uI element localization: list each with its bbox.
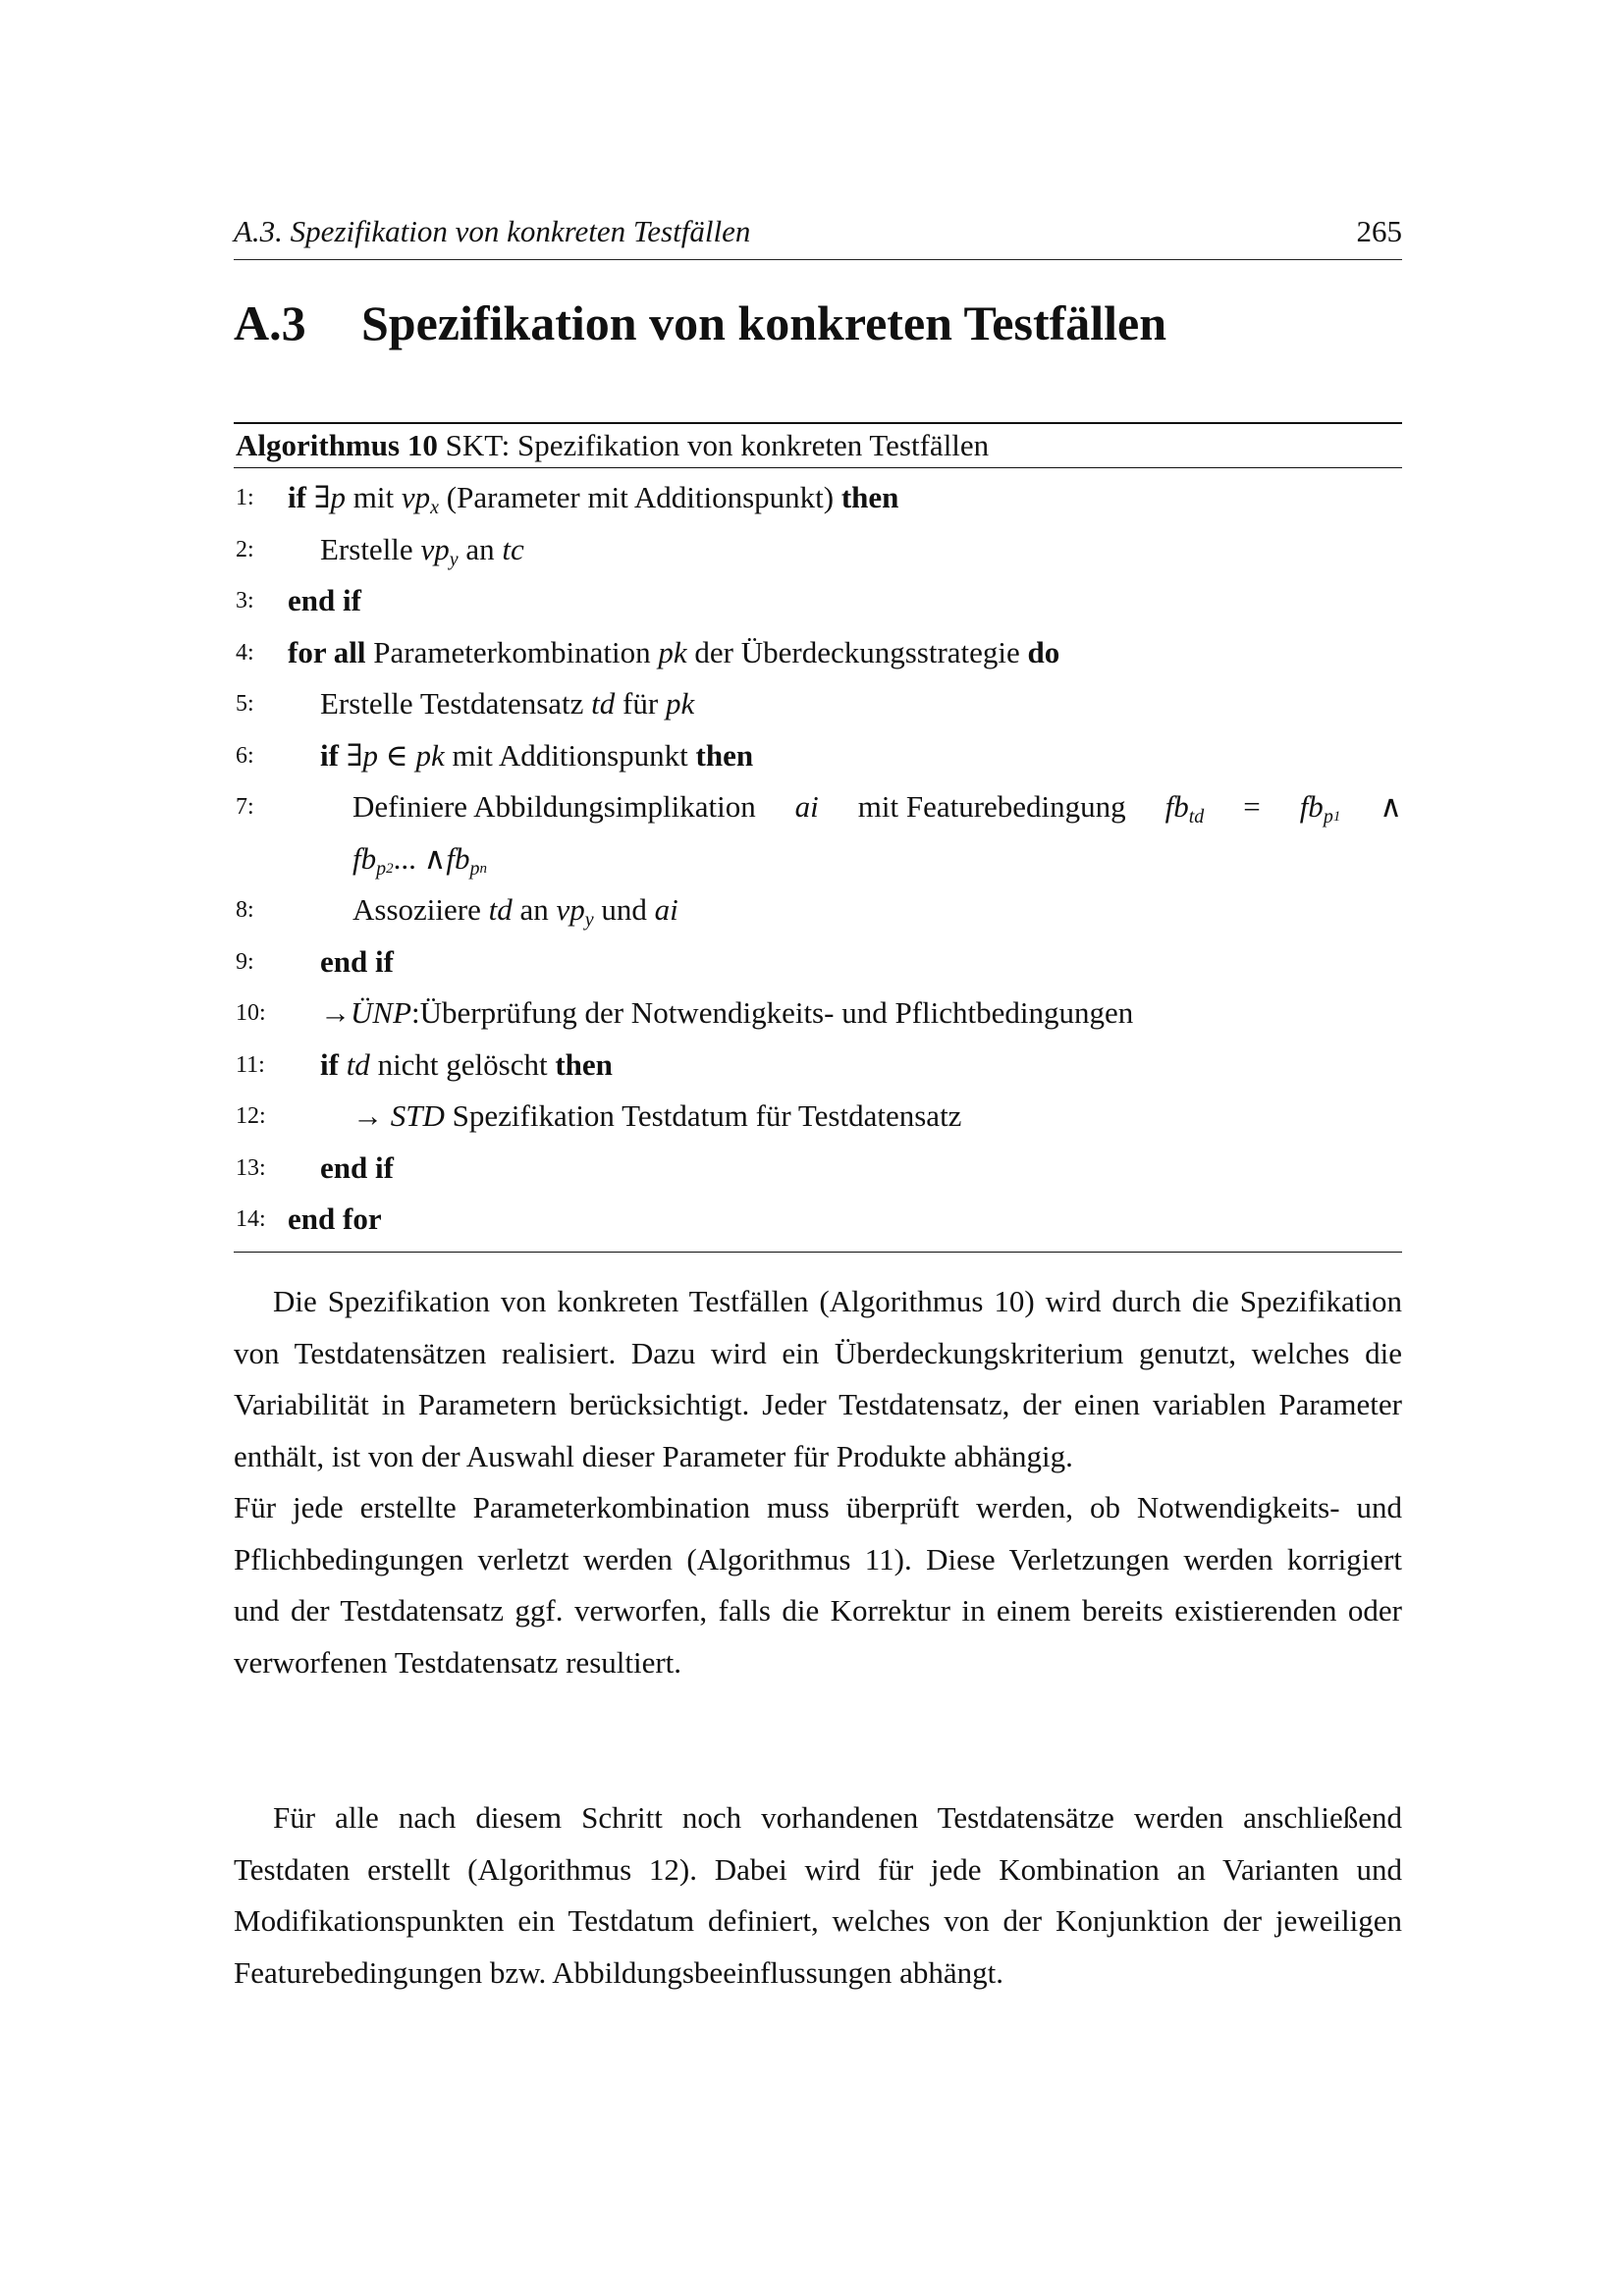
line-code: end for <box>288 1201 382 1236</box>
line-number: 12: <box>236 1103 266 1129</box>
algorithm-line <box>234 472 1402 524</box>
line-number: 3: <box>236 588 254 614</box>
line-number: 4: <box>236 639 254 666</box>
line-code: Assoziiere td an $vp_y$ und ai <box>352 892 678 931</box>
algorithm-line <box>234 884 1402 936</box>
algorithm-line <box>234 627 1402 679</box>
algorithm-line <box>234 833 1402 885</box>
paragraph: Für jede erstellte Parameterkombination muss überprüft werden, ob Notwendigkeits- und Pflichbedingungen verletzt werden (Algorithmus 11). Diese Verletzungen werden korrigiert und der Testdatensatz ggf. verworfen, falls die Korrektur in einem bereits existierenden oder verworfenen Testdatensatz resultiert. <box>234 1490 1402 1680</box>
line-code: if ∃p ∈ pk mit Additionspunkt then <box>320 737 754 773</box>
algorithm-caption <box>234 424 1402 468</box>
algorithm-line <box>234 781 1402 833</box>
body-paragraphs <box>234 1792 1402 1999</box>
line-number: 6: <box>236 742 254 769</box>
algorithm-line <box>234 1143 1402 1195</box>
line-number: 8: <box>236 897 254 923</box>
line-code: Definiere Abbildungsimplikation ai mit Featurebedingung $fb_{td}$ = $fb_p1$ ∧ <box>352 789 1402 828</box>
line-number: 2: <box>236 536 254 562</box>
line-number: 7: <box>236 794 254 820</box>
algorithm-line <box>234 524 1402 576</box>
page-number: 265 <box>1356 214 1402 248</box>
paragraph: Für alle nach diesem Schritt noch vorhandenen Testdatensätze werden anschließend Testdaten erstellt (Algorithmus 12). Dabei wird für jede Kombination an Varianten und Modifikationspunkten ein Testdatum definiert, welches von der Konjunktion der jeweiligen Featurebedingungen bzw. Abbildungsbeeinflussungen abhängt. <box>234 1800 1402 1990</box>
line-number: 10: <box>236 1000 266 1026</box>
line-code: → STD Spezifikation Testdatum für Testdatensatz <box>352 1098 962 1133</box>
line-code: for all Parameterkombination pk der Überdeckungsstrategie do <box>288 634 1060 669</box>
body-paragraphs <box>234 1276 1402 1688</box>
line-code: end if <box>288 583 361 617</box>
line-code: if ∃p mit $vp_x$ (Parameter mit Additionspunkt) then <box>288 480 899 518</box>
section-number: A.3 <box>234 295 306 350</box>
line-number: 14: <box>236 1206 266 1232</box>
line-code: →ÜNP:Überprüfung der Notwendigkeits- und Pflichtbedingungen <box>320 995 1134 1030</box>
algorithm-line <box>234 1194 1402 1246</box>
line-code: end if <box>320 943 394 979</box>
line-number: 1: <box>236 485 254 510</box>
line-number: 9: <box>236 948 254 975</box>
line-code: Erstelle Testdatensatz td für pk <box>320 686 695 721</box>
line-code: $fb_p2$... $\wedge fb_pn$ <box>352 840 487 880</box>
algorithm-line <box>234 678 1402 730</box>
running-header <box>234 214 1402 260</box>
line-number: 13: <box>236 1154 266 1181</box>
algorithm-lines <box>234 468 1402 1252</box>
paragraph: Die Spezifikation von konkreten Testfällen (Algorithmus 10) wird durch die Spezifikation von Testdatensätzen realisiert. Dazu wird ein Überdeckungskriterium genutzt, welches die Variabilität in Parametern berücksichtigt. Jeder Testdatensatz, der einen variablen Parameter enthält, ist von der Auswahl dieser Parameter für Produkte abhängig. <box>234 1284 1402 1473</box>
line-number: 5: <box>236 691 254 717</box>
line-code: Erstelle $vp_y$ an tc <box>320 531 524 570</box>
algorithm-box <box>234 422 1402 1253</box>
algorithm-label: Algorithmus 10 <box>236 428 438 462</box>
algorithm-line <box>234 1040 1402 1092</box>
section-heading <box>234 294 1166 351</box>
algorithm-line <box>234 936 1402 988</box>
algorithm-line <box>234 730 1402 782</box>
algorithm-line <box>234 988 1402 1040</box>
algorithm-line <box>234 1091 1402 1143</box>
line-code: if td nicht gelöscht then <box>320 1046 613 1082</box>
algorithm-caption-text: SKT: Spezifikation von konkreten Testfällen <box>437 428 990 462</box>
line-number: 11: <box>236 1051 265 1078</box>
line-code: end if <box>320 1149 394 1185</box>
algorithm-line <box>234 575 1402 627</box>
section-title: Spezifikation von konkreten Testfällen <box>361 295 1167 350</box>
running-title: A.3. Spezifikation von konkreten Testfällen <box>234 214 751 248</box>
